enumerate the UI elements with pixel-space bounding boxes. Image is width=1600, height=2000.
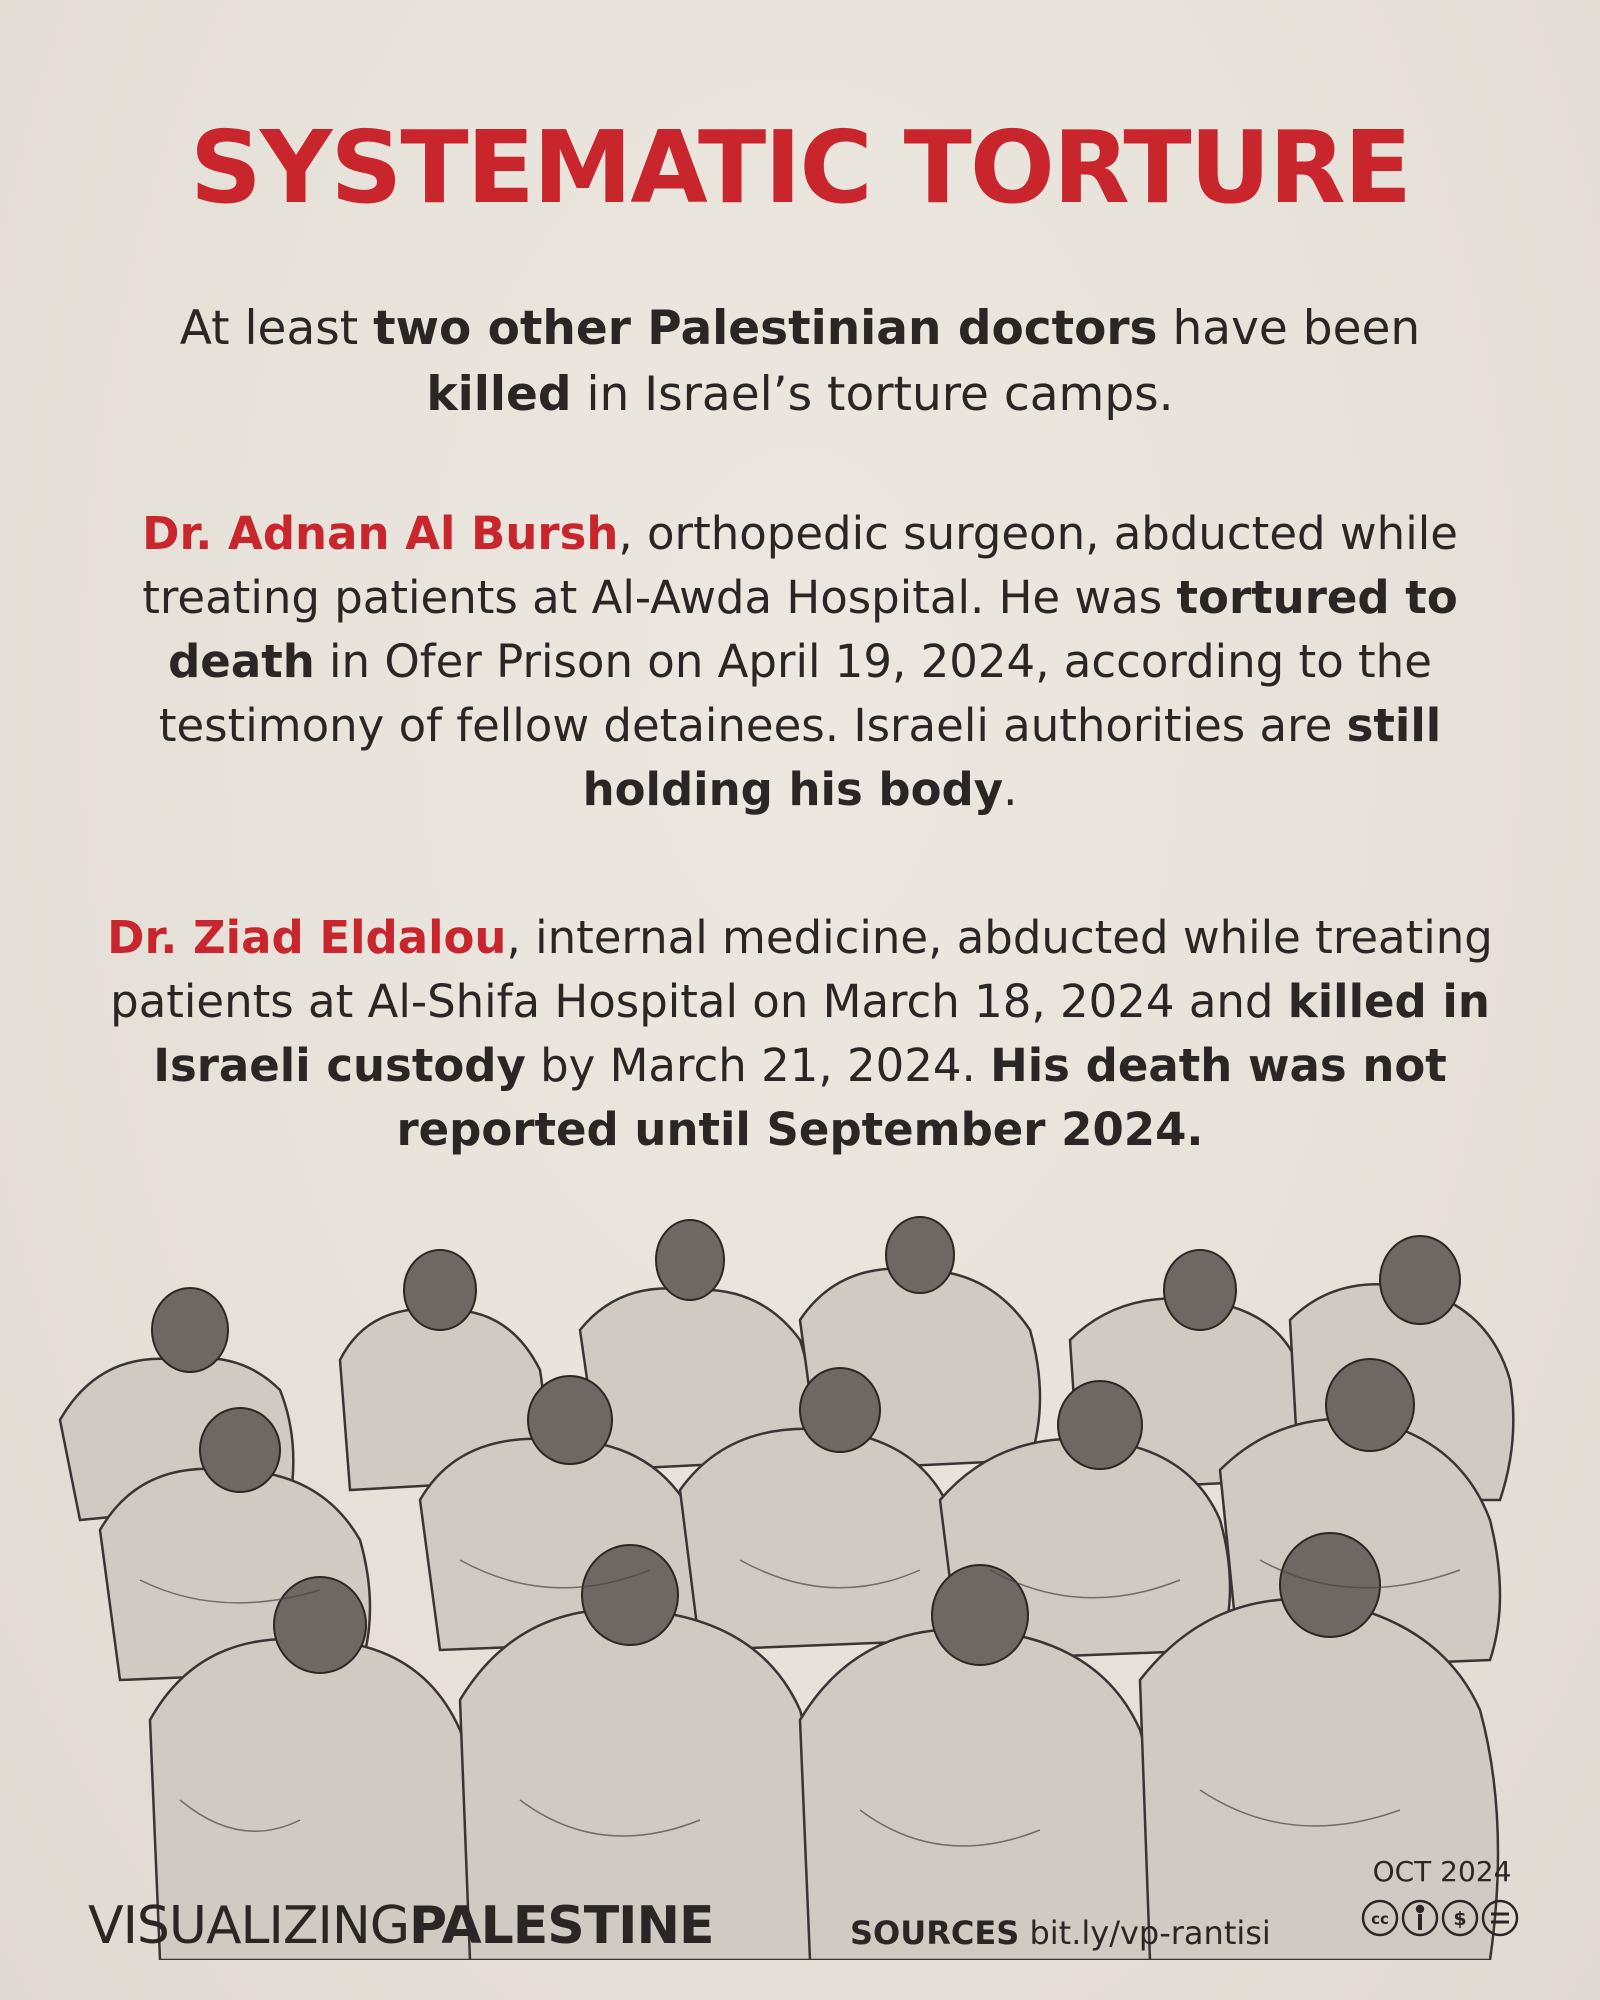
nc-icon [1443,1901,1477,1935]
doctor-text: , internal medicine, abducted while treating patients at Al-Shifa Hospital on March 18, 2024 and [110,911,1493,1028]
intro-text: At least [179,301,374,356]
cc-icon [1363,1901,1397,1935]
intro-text: have been [1157,301,1421,356]
doctor-name: Dr. Adnan Al Bursh [142,507,619,560]
intro-emphasis: killed [426,367,572,422]
sources-label: SOURCES [850,1914,1020,1952]
doctor-text: . [1003,763,1018,816]
doctor-name: Dr. Ziad Eldalou [107,911,507,964]
brand-logo [88,1896,714,1956]
doctor-emphasis: still holding his body [582,699,1442,816]
doctor-text: by March 21, 2024. [525,1039,991,1092]
doctor-text: , orthopedic surgeon, abducted while treating patients at Al-Awda Hospital. He was [142,507,1458,624]
intro-emphasis: two other Palestinian doctors [373,301,1158,356]
license-badges [1360,1898,1520,1938]
doctor-emphasis: tortured to death [168,571,1458,688]
page-title: SYSTEMATIC TORTURE [189,109,1411,226]
by-icon [1403,1901,1437,1935]
doctor-paragraph-al-bursh [100,502,1500,822]
brand-light: VISUALIZING [88,1896,410,1956]
detainees-illustration [40,1200,1560,1960]
doctor-text: in Ofer Prison on April 19, 2024, according to the testimony of fellow detainees. Israeli authorities are [158,635,1432,752]
nd-icon [1483,1901,1517,1935]
publication-date: OCT 2024 [1372,1855,1512,1888]
sources-line [850,1914,1271,1952]
intro-paragraph [100,296,1500,428]
svg-text:cc: cc [1371,1910,1389,1928]
sources-link[interactable]: bit.ly/vp-rantisi [1029,1914,1271,1952]
intro-text: in Israel’s torture camps. [571,367,1174,422]
doctor-paragraph-eldalou [100,906,1500,1162]
svg-text:$: $ [1453,1908,1467,1930]
doctor-emphasis: killed in Israeli custody [153,975,1490,1092]
doctor-emphasis: His death was not reported until September 2024. [396,1039,1447,1156]
brand-bold: PALESTINE [409,1896,714,1956]
